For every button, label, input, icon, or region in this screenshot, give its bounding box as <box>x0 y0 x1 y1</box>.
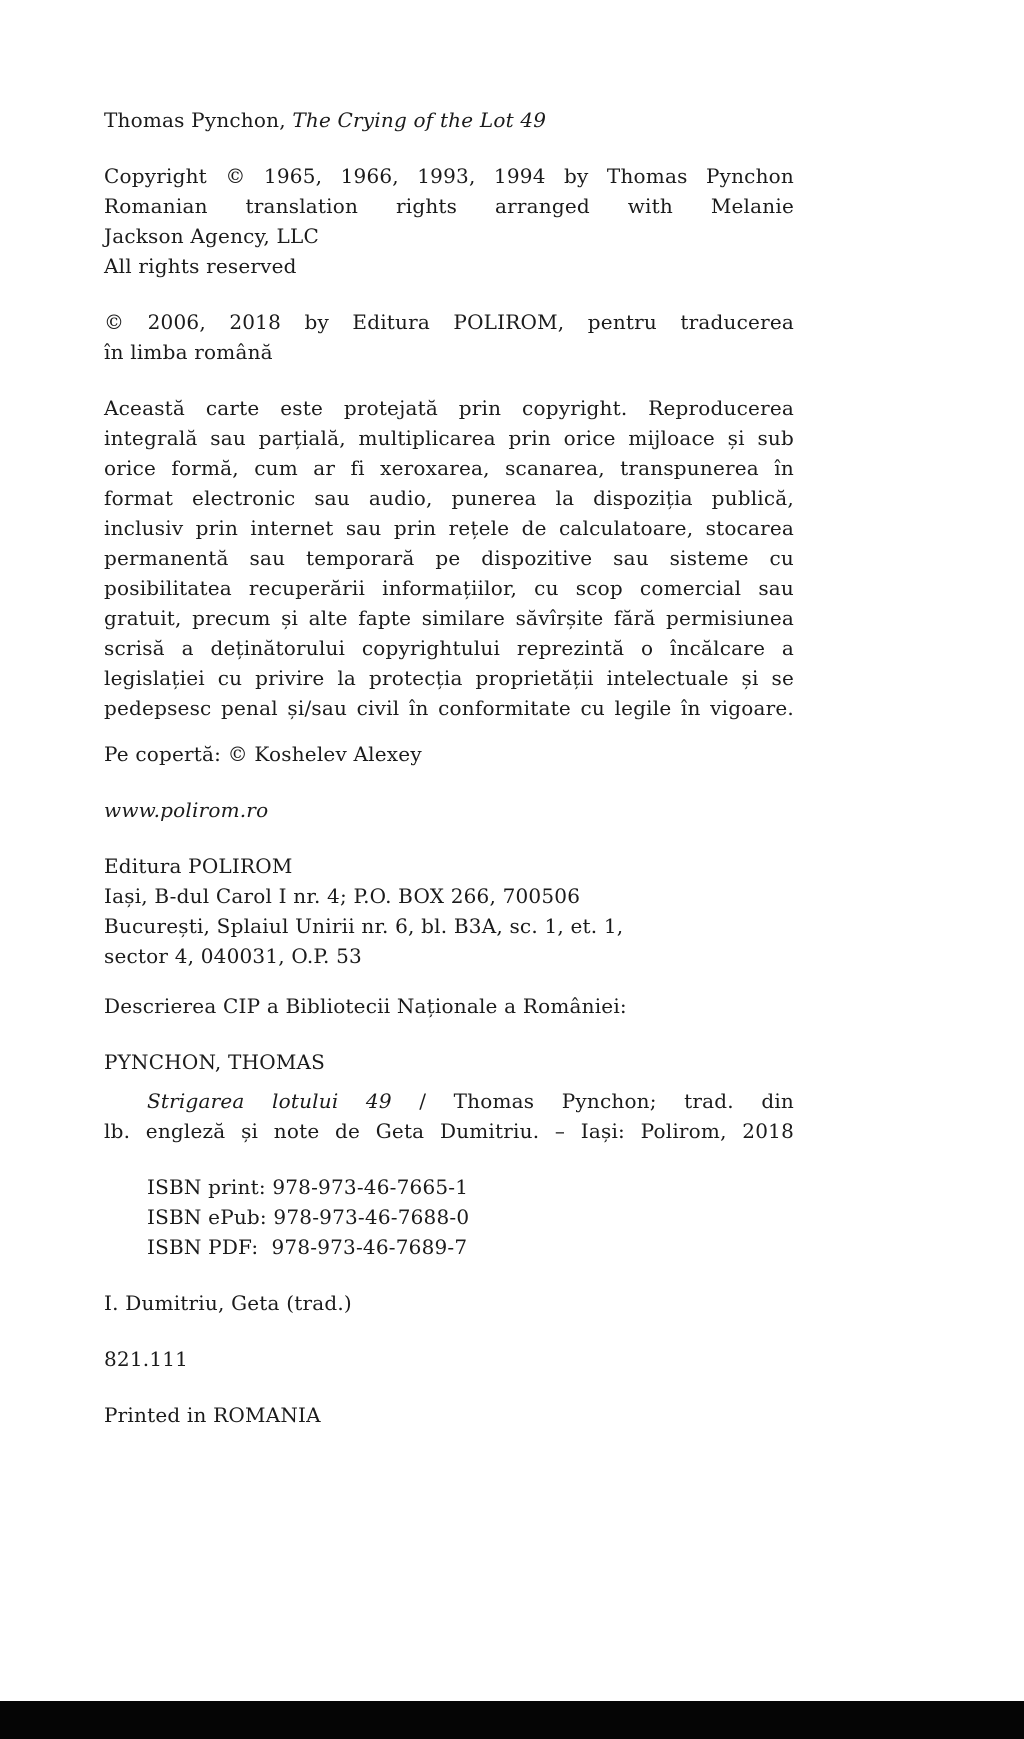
address-line: Iași, B-dul Carol I nr. 4; P.O. BOX 266, 700506 <box>104 884 581 908</box>
copyright-page <box>104 105 794 1456</box>
cip-book-title: Strigarea lotului 49 <box>147 1089 392 1113</box>
address-line: București, Splaiul Unirii nr. 6, bl. B3A, sc. 1, et. 1, <box>104 914 624 938</box>
cip-author <box>104 1047 794 1077</box>
legal-line: format electronic sau audio, punerea la dispoziția publică, <box>104 486 794 510</box>
author-name: Thomas Pynchon, <box>104 108 293 132</box>
legal-line: orice formă, cum ar fi xeroxarea, scanarea, transpunerea în <box>104 456 794 480</box>
address-line: sector 4, 040031, O.P. 53 <box>104 944 362 968</box>
page-edge-bar <box>0 1701 1024 1739</box>
cover-credit <box>104 739 794 769</box>
legal-line: Această carte este protejată prin copyright. Reproducerea <box>104 396 794 420</box>
legal-line: permanentă sau temporară pe dispozitive sau sisteme cu <box>104 546 794 570</box>
copyright-line: Copyright © 1965, 1966, 1993, 1994 by Thomas Pynchon <box>104 164 794 188</box>
copyright-notice <box>104 161 794 281</box>
cip-author-text: PYNCHON, THOMAS <box>104 1050 326 1074</box>
legal-line: pedepsesc penal și/sau civil în conformitate cu legile în vigoare. <box>104 696 794 720</box>
cip-heading <box>104 991 794 1021</box>
cip-entry <box>104 1086 794 1146</box>
printed-in <box>104 1400 794 1430</box>
legal-line: legislației cu privire la protecția proprietății intelectuale și se <box>104 666 794 690</box>
copyright-line: Jackson Agency, LLC <box>104 224 319 248</box>
publisher-address <box>104 851 794 971</box>
title-line <box>104 105 794 135</box>
legal-line: inclusiv prin internet sau prin rețele de calculatoare, stocarea <box>104 516 794 540</box>
printed-in-text: Printed in ROMANIA <box>104 1403 321 1427</box>
udc-number <box>104 1344 794 1374</box>
publisher-name: Editura POLIROM <box>104 854 293 878</box>
isbn-line: ISBN print: 978-973-46-7665-1 <box>147 1175 469 1199</box>
cip-entry-line: lb. engleză și note de Geta Dumitriu. – Iași: Polirom, 2018 <box>104 1119 794 1143</box>
book-title: The Crying of the Lot 49 <box>292 108 547 132</box>
title-line-text <box>104 105 794 135</box>
copyright-line: All rights reserved <box>104 254 297 278</box>
legal-line: integrală sau parțială, multiplicarea prin orice mijloace și sub <box>104 426 794 450</box>
udc-number-text: 821.111 <box>104 1347 189 1371</box>
romanian-copyright <box>104 307 794 367</box>
cover-credit-text: Pe copertă: © Koshelev Alexey <box>104 742 422 766</box>
website-url: www.polirom.ro <box>104 798 269 822</box>
translator-entry <box>104 1288 794 1318</box>
translator-entry-text: I. Dumitriu, Geta (trad.) <box>104 1291 352 1315</box>
isbn-block <box>104 1172 794 1262</box>
cip-entry-rest: / Thomas Pynchon; trad. din <box>391 1089 794 1113</box>
legal-line: scrisă a deținătorului copyrightului reprezintă o încălcare a <box>104 636 794 660</box>
legal-line: posibilitatea recuperării informațiilor, cu scop comercial sau <box>104 576 794 600</box>
romanian-copyright-line: în limba română <box>104 340 273 364</box>
romanian-copyright-line: © 2006, 2018 by Editura POLIROM, pentru traducerea <box>104 310 794 334</box>
cip-entry-line <box>104 1086 794 1116</box>
copyright-line: Romanian translation rights arranged with Melanie <box>104 194 794 218</box>
isbn-line: ISBN ePub: 978-973-46-7688-0 <box>147 1205 470 1229</box>
legal-paragraph <box>104 393 794 723</box>
legal-line: gratuit, precum și alte fapte similare săvîrșite fără permisiunea <box>104 606 794 630</box>
isbn-line: ISBN PDF: 978-973-46-7689-7 <box>147 1235 468 1259</box>
website <box>104 795 794 825</box>
cip-heading-text: Descrierea CIP a Bibliotecii Naționale a României: <box>104 994 627 1018</box>
